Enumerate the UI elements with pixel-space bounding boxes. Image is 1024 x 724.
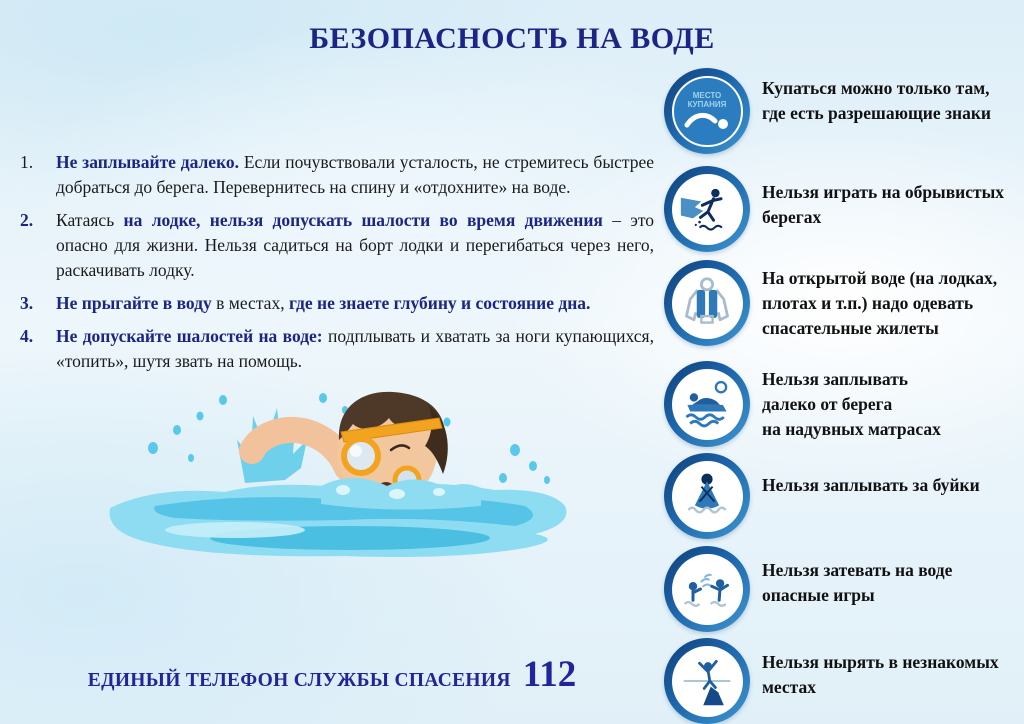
sign-row-mattress <box>664 361 1020 447</box>
sign-label: Нельзя нырять в незнакомых местах <box>762 652 999 697</box>
emergency-phone <box>0 656 664 693</box>
sign-label: Нельзя играть на обрывистых берегах <box>762 182 1005 227</box>
rule-number: 2. <box>20 210 34 230</box>
rule-text: Не прыгайте в воду в местах, где не знаете глубину и состояние дна. <box>56 293 591 313</box>
sign-label: Купаться можно только там, где есть разрешающие знаки <box>762 78 991 123</box>
rule-text: Не заплывайте далеко. Если почувствовали усталость, не стремитесь быстрее добраться до берега. Перевернитесь на спину и «отдохните» на воде. <box>56 152 655 197</box>
cliff-fall-icon <box>664 166 750 252</box>
sign-row-buoy <box>664 453 1020 539</box>
rule-number: 3. <box>20 293 34 313</box>
inflatable-mattress-icon <box>664 361 750 447</box>
foam-highlight <box>433 488 445 496</box>
inflatable-mattress-icon-inner <box>672 369 743 440</box>
swimming-area-icon-inner <box>672 76 743 147</box>
page-title: БЕЗОПАСНОСТЬ НА ВОДЕ <box>309 22 715 55</box>
rule-text: Не допускайте шалостей на воде: подплывать и хватать за ноги купающихся, «топить», шутя звать на помощь. <box>56 326 654 371</box>
sign-row-diving <box>664 638 1020 724</box>
goggle-lens-large <box>344 439 378 473</box>
life-vest-icon <box>664 260 750 346</box>
cliff-fall-icon-inner <box>672 174 743 245</box>
swimming-boy-illustration <box>95 388 585 568</box>
rule-item-2 <box>20 208 654 283</box>
svg-text:КУПАНИЯ: КУПАНИЯ <box>687 100 727 109</box>
rule-number: 4. <box>20 326 34 346</box>
emergency-phone-label: ЕДИНЫЙ ТЕЛЕФОН СЛУЖБЫ СПАСЕНИЯ <box>87 670 511 691</box>
sign-row-life-vest <box>664 260 1020 346</box>
rules-list <box>20 150 654 382</box>
rule-item-4 <box>20 324 654 374</box>
sign-label: Нельзя заплывать за буйки <box>762 475 980 495</box>
water-highlight <box>165 522 305 538</box>
sign-row-cliff <box>664 166 1020 252</box>
emergency-phone-number: 112 <box>522 654 577 695</box>
rule-number: 1. <box>20 152 34 172</box>
life-vest-icon-inner <box>672 268 743 339</box>
diving-icon-inner <box>672 646 743 717</box>
rule-text: Катаясь на лодке, нельзя допускать шалости во время движения – это опасно для жизни. Нельзя садиться на борт лодки и перегибаться через него, раскачивать лодку. <box>56 210 655 280</box>
svg-text:МЕСТО: МЕСТО <box>692 91 722 100</box>
sign-row-water-games <box>664 546 1020 632</box>
swimming-area-icon <box>664 68 750 154</box>
sign-label: На открытой воде (на лодках, плотах и т.п.) надо одевать спасательные жилеты <box>762 268 998 338</box>
sign-label: Нельзя затевать на воде опасные игры <box>762 560 953 605</box>
foam-highlight <box>389 489 405 499</box>
foam-highlight <box>336 485 350 495</box>
water-games-icon-inner <box>672 554 743 625</box>
buoy-icon-inner <box>672 461 743 532</box>
water-games-icon <box>664 546 750 632</box>
diving-icon <box>664 638 750 724</box>
buoy-icon <box>664 453 750 539</box>
lens-shine <box>350 445 362 457</box>
rule-item-1 <box>20 150 654 200</box>
sign-row-swimming-area <box>664 68 1020 154</box>
rule-item-3 <box>20 291 654 316</box>
sign-label: Нельзя заплывать далеко от берега на надувных матрасах <box>762 369 941 439</box>
